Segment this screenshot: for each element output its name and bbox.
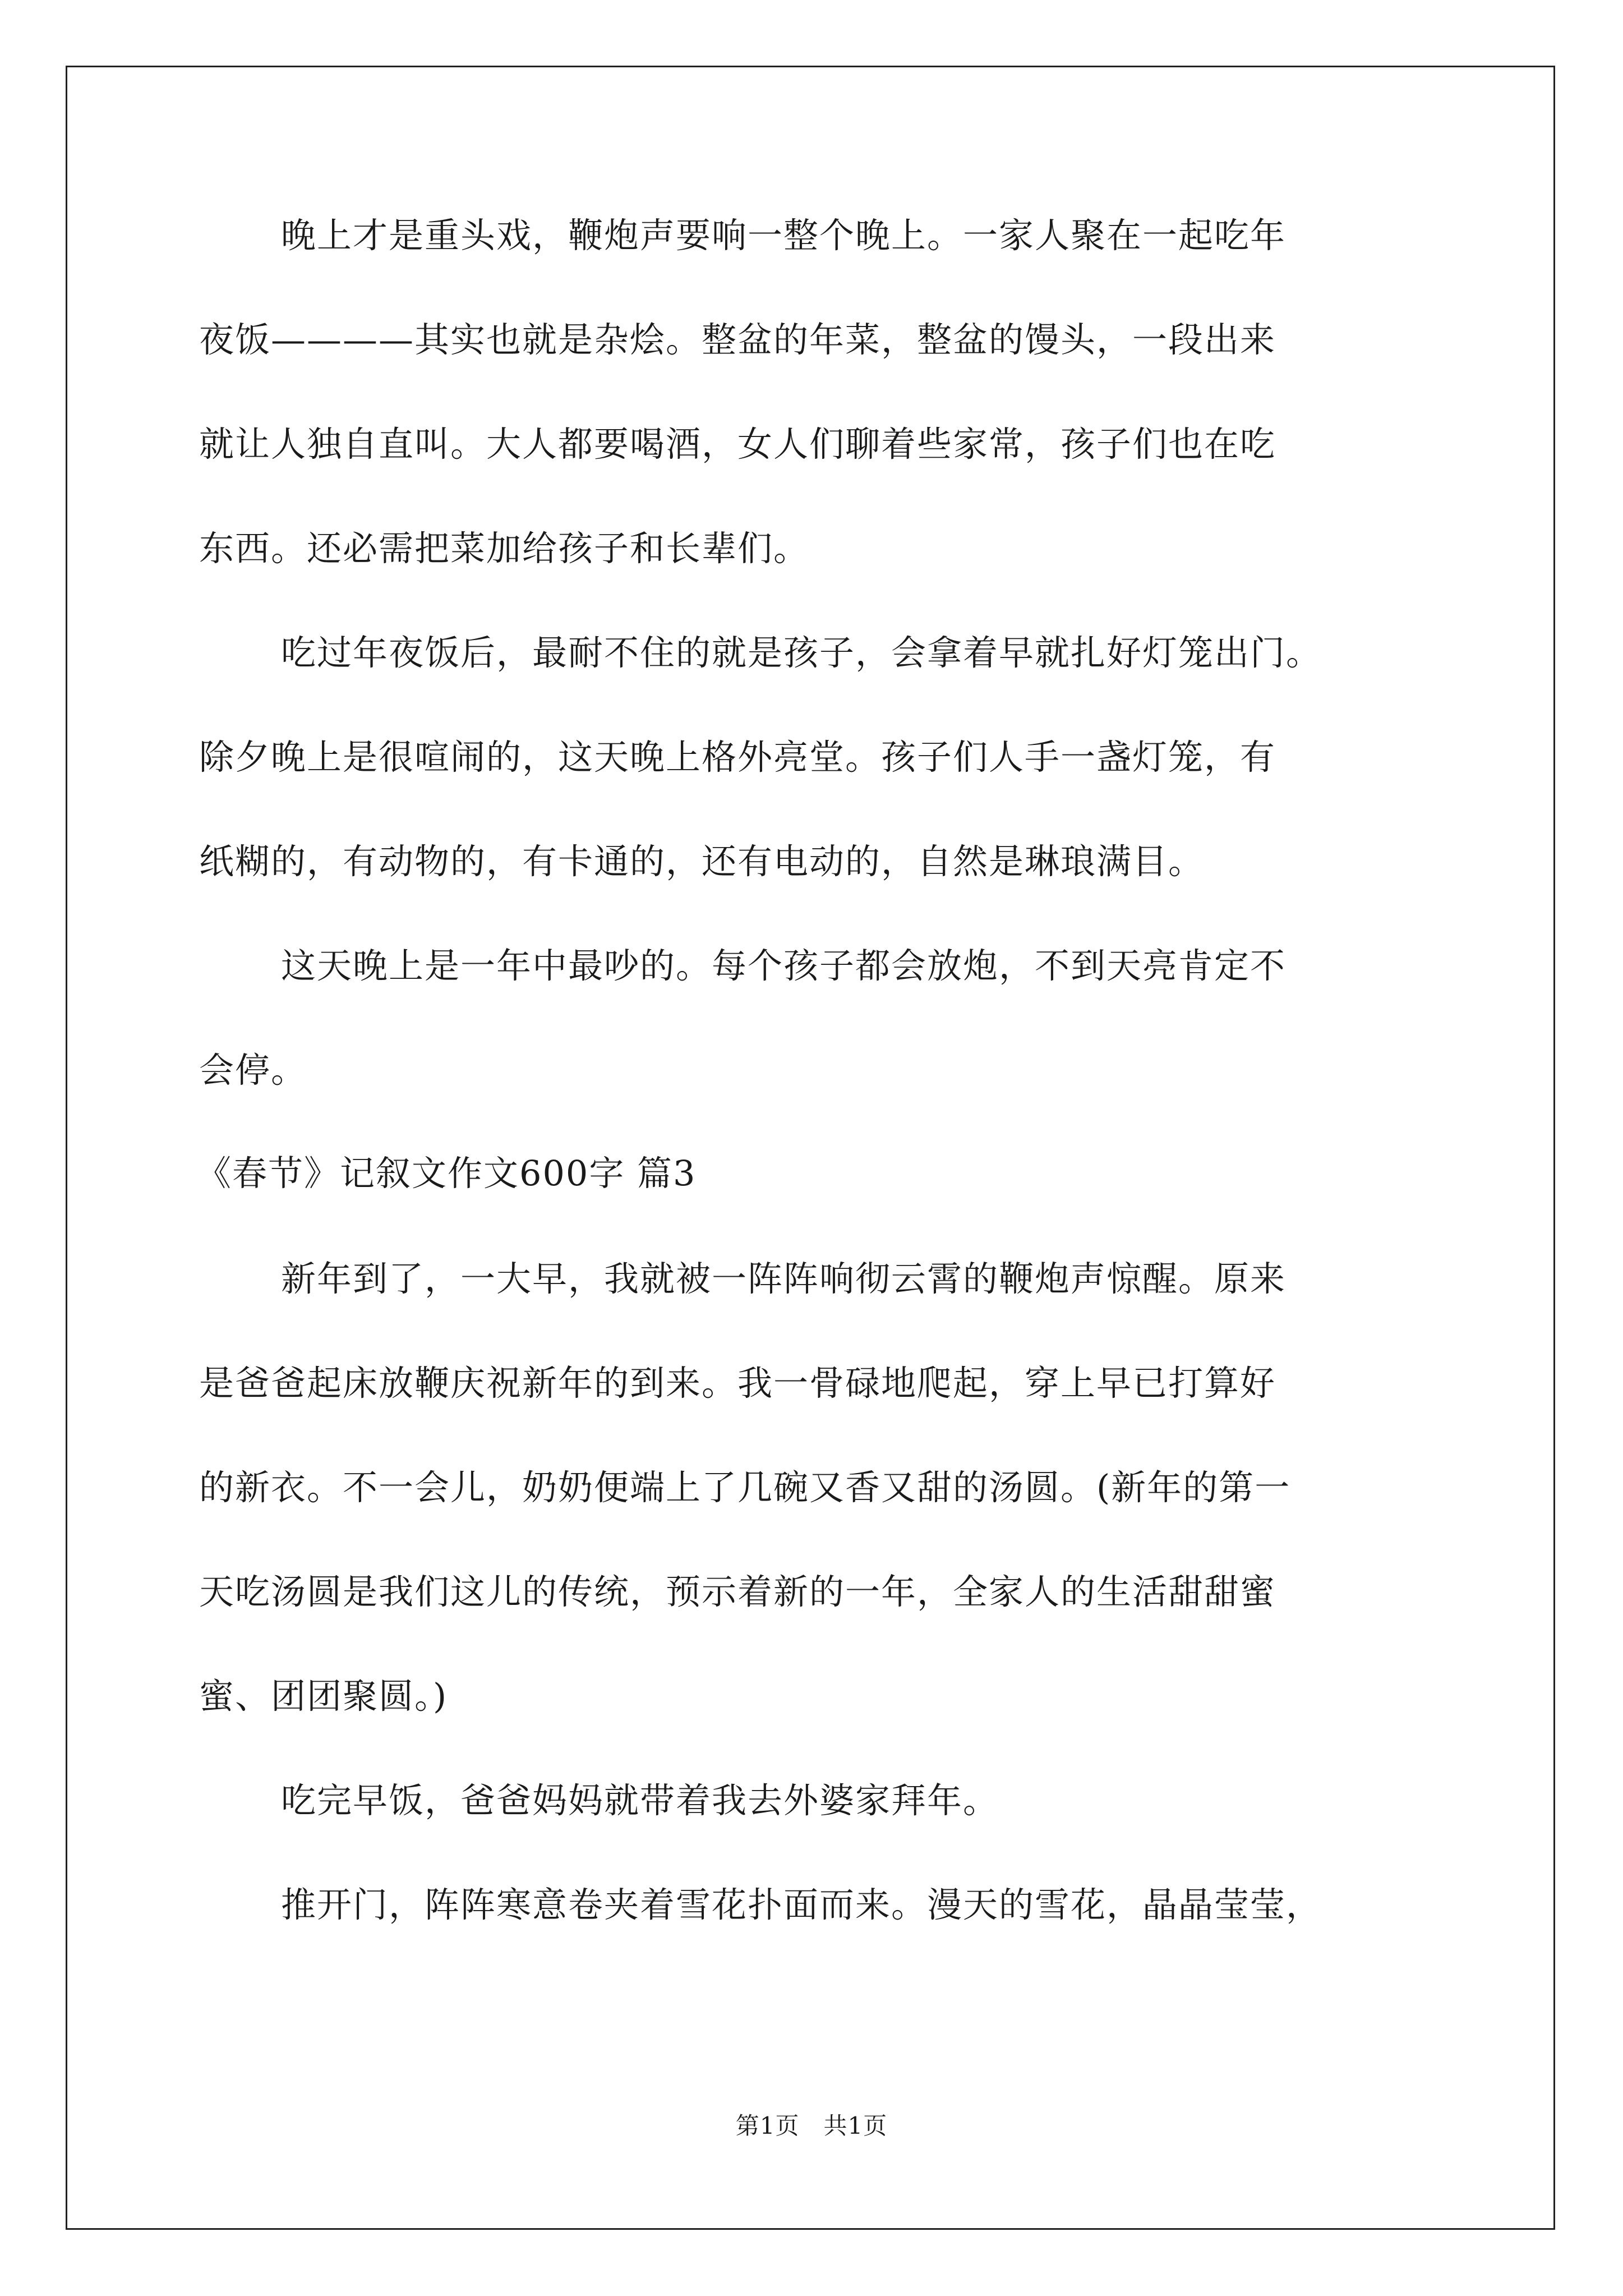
paragraph-line: 新年到了，一大早，我就被一阵阵响彻云霄的鞭炮声惊醒。原来 — [281, 1258, 1287, 1299]
section-heading: 《春节》记叙文作文600字 篇3 — [196, 1153, 697, 1194]
paragraph-line: 这天晚上是一年中最吵的。每个孩子都会放炮，不到天亮肯定不 — [281, 945, 1287, 986]
paragraph-line: 蜜、团团聚圆。) — [199, 1676, 448, 1717]
paragraph-line: 天吃汤圆是我们这儿的传统，预示着新的一年，全家人的生活甜甜蜜 — [199, 1571, 1276, 1612]
paragraph-line: 会停。 — [199, 1050, 307, 1091]
page-number-footer: 第1页 共1页 — [735, 2112, 888, 2139]
paragraph-line: 是爸爸起床放鞭庆祝新年的到来。我一骨碌地爬起，穿上早已打算好 — [199, 1363, 1276, 1404]
paragraph-line: 推开门，阵阵寒意卷夹着雪花扑面而来。漫天的雪花，晶晶莹莹， — [281, 1884, 1322, 1925]
paragraph-line: 东西。还必需把菜加给孩子和长辈们。 — [199, 528, 810, 569]
paragraph-line: 就让人独自直叫。大人都要喝酒，女人们聊着些家常，孩子们也在吃 — [199, 424, 1276, 464]
paragraph-line: 纸糊的，有动物的，有卡通的，还有电动的，自然是琳琅满目。 — [199, 841, 1205, 882]
paragraph-line: 夜饭————其实也就是杂烩。整盆的年菜，整盆的馒头，一段出来 — [199, 319, 1276, 360]
paragraph-line: 晚上才是重头戏，鞭炮声要响一整个晚上。一家人聚在一起吃年 — [281, 215, 1287, 256]
paragraph-line: 吃完早饭，爸爸妈妈就带着我去外婆家拜年。 — [281, 1780, 999, 1821]
paragraph-line: 的新衣。不一会儿，奶奶便端上了几碗又香又甜的汤圆。(新年的第一 — [199, 1467, 1291, 1508]
paragraph-line: 吃过年夜饭后，最耐不住的就是孩子，会拿着早就扎好灯笼出门。 — [281, 632, 1322, 673]
paragraph-line: 除夕晚上是很喧闹的，这天晚上格外亮堂。孩子们人手一盏灯笼，有 — [199, 737, 1276, 777]
